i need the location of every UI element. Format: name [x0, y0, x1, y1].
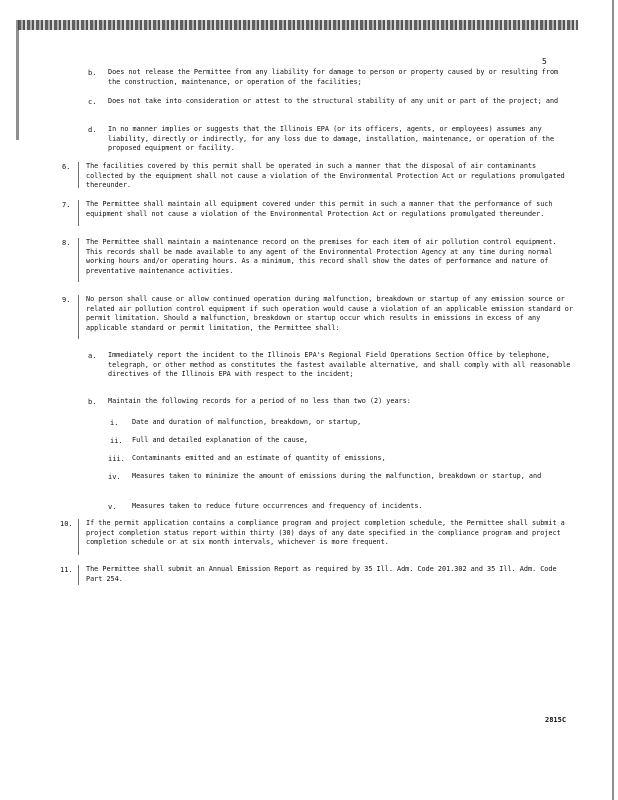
record-iv-text: Measures taken to minimize the amount of emissions during the malfunction, breakdown or startup, and	[132, 472, 542, 480]
scan-artifact-left	[16, 20, 19, 140]
record-iv-label: iv.	[108, 473, 121, 481]
condition-7-label: 7.	[62, 201, 71, 209]
condition-6-text: The facilities covered by this permit shall be operated in such a manner that the disposal of air contaminants collected by the equipment shall not cause a violation of the Environmental Protection Act or regulations promulgated thereunder.	[86, 162, 565, 190]
condition-7-text: The Permittee shall maintain all equipment covered under this permit in such a manner that the performance of such equipment shall not cause a violation of the Environmental Protection Act or regulations promulgated thereunder.	[86, 200, 553, 218]
record-i-label: i.	[110, 419, 119, 427]
condition-8-text: The Permittee shall maintain a maintenance record on the premises for each item of air pollution control equipment. This records shall be made available to any agent of the Environmental Protection Agency at any time during normal working hours and/or operating hours. As a minimum, this record shall show the dates of performance and nature of preventative maintenance activities.	[86, 238, 557, 275]
record-i-text: Date and duration of malfunction, breakdown, or startup,	[132, 418, 362, 426]
item-b-text: Does not release the Permittee from any liability for damage to person or property caused by or resulting from the construction, maintenance, or operation of the facilities;	[108, 68, 559, 86]
condition-10-text: If the permit application contains a compliance program and project completion schedule, the Permittee shall submit a project completion status report within thirty (30) days of any date specified in the compliance program and project completion schedule or at six month intervals, whichever is more frequent.	[86, 519, 565, 547]
condition-10-label: 10.	[60, 520, 73, 528]
scan-artifact-top	[18, 20, 578, 30]
condition-9-a-label: a.	[88, 352, 97, 360]
record-ii-label: ii.	[110, 437, 123, 445]
condition-9-label: 9.	[62, 296, 71, 304]
margin-rule	[78, 238, 79, 282]
condition-6-label: 6.	[62, 163, 71, 171]
condition-9-b-label: b.	[88, 398, 97, 406]
scan-artifact-right	[612, 0, 614, 800]
item-c-label: c.	[88, 98, 97, 106]
margin-rule	[78, 295, 79, 339]
item-d-text: In no manner implies or suggests that the Illinois EPA (or its officers, agents, or employees) assumes any liability, directly or indirectly, for any loss due to damage, installation, maintenance, or operation of the proposed equipment or facility.	[108, 125, 555, 153]
condition-9-a-text: Immediately report the incident to the Illinois EPA's Regional Field Operations Section Office by telephone, telegraph, or other method as constitutes the fastest available alternative, and shall comply with all reasonable directives of the Illinois EPA with respect to the incident;	[108, 351, 571, 379]
record-iii-text: Contaminants emitted and an estimate of quantity of emissions,	[132, 454, 386, 462]
item-d-label: d.	[88, 126, 97, 134]
condition-8-label: 8.	[62, 239, 71, 247]
item-b-label: b.	[88, 69, 97, 77]
record-v-label: v.	[108, 503, 117, 511]
condition-11-label: 11.	[60, 566, 73, 574]
margin-rule	[78, 565, 79, 585]
margin-rule	[78, 162, 79, 188]
condition-11-text: The Permittee shall submit an Annual Emission Report as required by 35 Ill. Adm. Code 201.302 and 35 Ill. Adm. Code Part 254.	[86, 565, 557, 583]
item-c-text: Does not take into consideration or attest to the structural stability of any unit or part of the project; and	[108, 97, 559, 105]
margin-rule	[78, 200, 79, 226]
record-iii-label: iii.	[108, 455, 125, 463]
condition-9-b-text: Maintain the following records for a period of no less than two (2) years:	[108, 397, 411, 405]
form-code: 2815C	[545, 716, 567, 724]
margin-rule	[78, 519, 79, 555]
record-ii-text: Full and detailed explanation of the cause,	[132, 436, 308, 444]
record-v-text: Measures taken to reduce future occurrences and frequency of incidents.	[132, 502, 423, 510]
condition-9-text: No person shall cause or allow continued operation during malfunction, breakdown or startup of any emission source or related air pollution control equipment if such operation would cause a violation of an applicable emission standard or permit limitation. Should a malfunction, breakdown or startup occur which results in emissions in excess of any applicable standard or permit limitation, the Permittee shall:	[86, 295, 573, 332]
page-number: 5	[542, 57, 547, 66]
